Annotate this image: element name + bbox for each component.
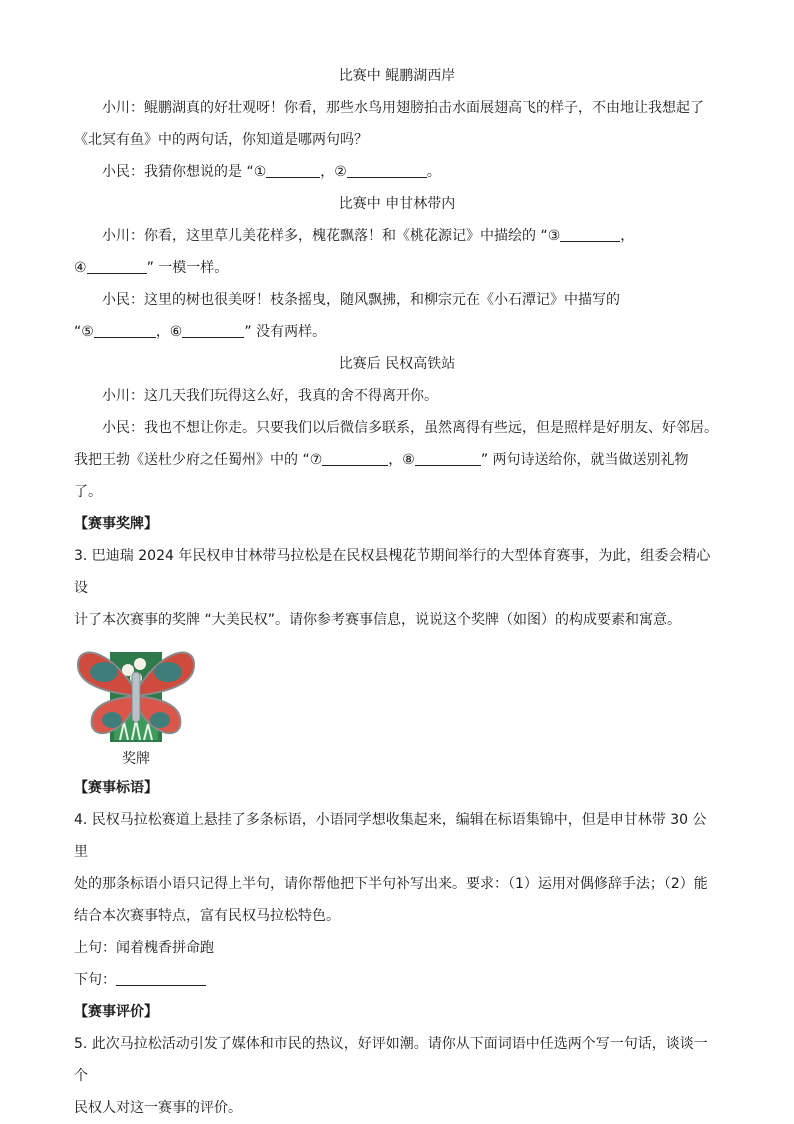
xiaochuan-line-1: 小川：鲲鹏湖真的好壮观呀！你看，那些水鸟用翅膀拍击水面展翅高飞的样子，不由地让我想起了 — [102, 100, 704, 116]
text: ， — [620, 228, 635, 244]
question-3-line-2: 计了本次赛事的奖牌 “大美民权”。请你参考赛事信息，说说这个奖牌（如图）的构成要素和寓意。 — [74, 612, 681, 628]
question-4-line-1: 4. 民权马拉松赛道上悬挂了多条标语，小语同学想收集起来，编辑在标语集锦中，但是申甘林带 30 公里 — [74, 812, 707, 860]
scene-heading-2: 比赛中 申甘林带内 — [338, 196, 456, 212]
question-4-line-3: 结合本次赛事特点，富有民权马拉松特色。 — [74, 908, 340, 924]
xiaochuan-line-2 — [74, 220, 720, 252]
section-title-medal: 【赛事奖牌】 — [74, 516, 158, 532]
butterfly-medal-image — [74, 642, 198, 746]
slogan-lower-line — [74, 964, 720, 996]
slogan-answer-blank[interactable] — [116, 971, 206, 986]
question-5-line-2: 民权人对这一赛事的评价。 — [74, 1100, 242, 1116]
xiaomin-line-2-cont — [74, 316, 720, 348]
medal-figure — [74, 642, 198, 772]
blank-6[interactable] — [182, 323, 244, 338]
scene-heading-3: 比赛后 民权高铁站 — [338, 356, 456, 372]
text: ” 没有两样。 — [244, 324, 327, 340]
xiaochuan-line-1-cont: 《北冥有鱼》中的两句话，你知道是哪两句吗？ — [74, 132, 368, 148]
xiaochuan-line-2-cont — [74, 252, 720, 284]
blank-1[interactable] — [266, 163, 320, 178]
xiaomin-line-2: 小民：这里的树也很美呀！枝条摇曳，随风飘拂，和柳宗元在《小石潭记》中描写的 — [102, 292, 620, 308]
text: 我把王勃《送杜少府之任蜀州》中的 “⑦ — [74, 452, 323, 468]
xiaochuan-line-3: 小川：这几天我们玩得这么好，我真的舍不得离开你。 — [102, 388, 438, 404]
text: ④ — [74, 260, 87, 276]
text: 小民：我猜你想说的是 “① — [102, 164, 267, 180]
text: 。 — [426, 164, 441, 180]
xiaomin-line-1 — [74, 156, 720, 188]
text: ，⑥ — [155, 324, 183, 340]
text: ” 一模一样。 — [146, 260, 229, 276]
blank-2[interactable] — [347, 163, 427, 178]
xiaomin-line-3-cont — [74, 444, 720, 476]
question-3-line-1: 3. 巴迪瑞 2024 年民权申甘林带马拉松是在民权县槐花节期间举行的大型体育赛事，为此，组委会精心设 — [74, 548, 711, 596]
blank-7[interactable] — [322, 451, 388, 466]
text: “⑤ — [74, 324, 94, 340]
section-title-slogan: 【赛事标语】 — [74, 780, 158, 796]
text: ” 两句诗送给你，就当做送别礼物 — [480, 452, 689, 468]
text: 小川：你看，这里草儿美花样多，槐花飘落！和《桃花源记》中描绘的 “③ — [102, 228, 561, 244]
xiaomin-line-3: 小民：我也不想让你走。只要我们以后微信多联系，虽然离得有些远，但是照样是好朋友、好邻居。 — [102, 420, 718, 436]
slogan-upper-line: 上句：闻着槐香拼命跑 — [74, 940, 214, 956]
xiaomin-line-3-end: 了。 — [74, 484, 102, 500]
question-4-line-2: 处的那条标语小语只记得上半句，请你帮他把下半句补写出来。要求：（1）运用对偶修辞手法；（2）能 — [74, 876, 708, 892]
blank-3[interactable] — [560, 227, 620, 242]
medal-caption: 奖牌 — [122, 751, 150, 767]
text: ，⑧ — [388, 452, 415, 468]
blank-8[interactable] — [415, 451, 481, 466]
question-5-line-1: 5. 此次马拉松活动引发了媒体和市民的热议，好评如潮。请你从下面词语中任选两个写一句话，谈谈一个 — [74, 1036, 708, 1084]
text: ，② — [320, 164, 347, 180]
text: 下句： — [74, 972, 116, 988]
section-title-review: 【赛事评价】 — [74, 1004, 158, 1020]
scene-heading-1: 比赛中 鲲鹏湖西岸 — [338, 68, 456, 84]
blank-5[interactable] — [94, 323, 156, 338]
blank-4[interactable] — [87, 259, 147, 274]
